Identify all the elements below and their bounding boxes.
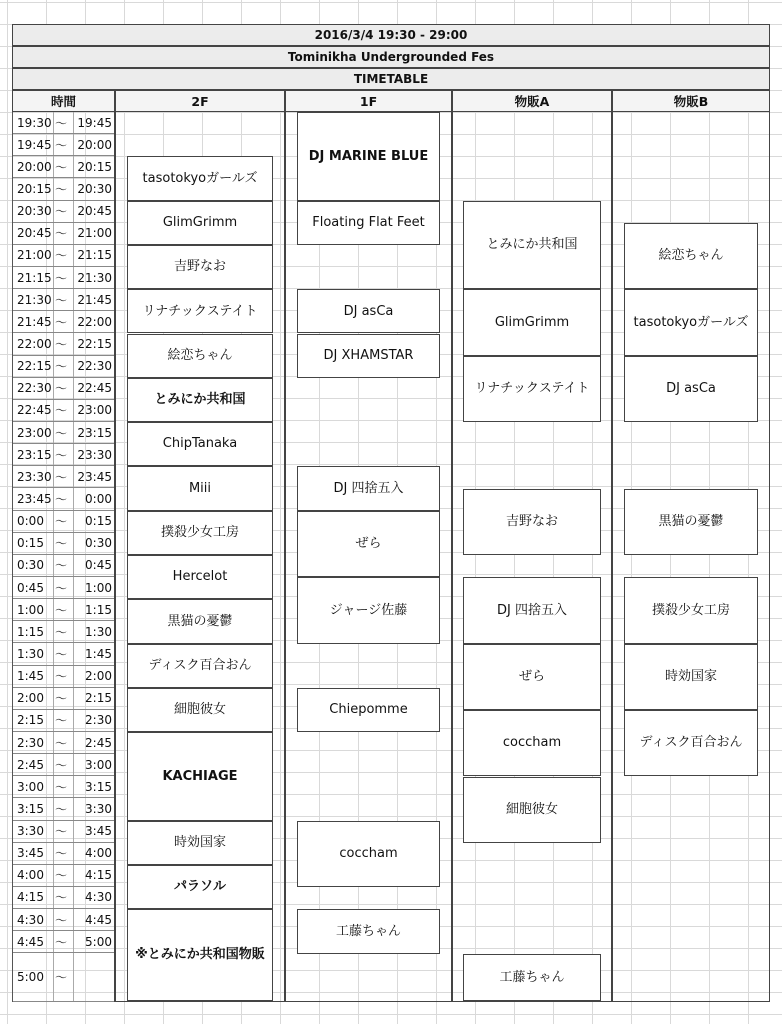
time-separator: 〜 (55, 381, 68, 396)
time-separator: 〜 (55, 558, 68, 573)
time-separator: 〜 (55, 403, 68, 418)
time-start: 1:30 (17, 646, 44, 661)
shop-a-slot: GlimGrimm (463, 289, 601, 355)
time-row (13, 356, 114, 378)
time-end: 20:45 (77, 204, 112, 219)
time-row (13, 555, 114, 577)
time-row (13, 245, 114, 267)
time-row (13, 311, 114, 333)
floor2-slot: とみにか共和国 (127, 378, 273, 422)
time-separator: 〜 (55, 802, 68, 817)
time-row (13, 798, 114, 820)
time-end: 21:00 (77, 226, 112, 241)
time-start: 1:00 (17, 602, 44, 617)
floor2-slot: 絵恋ちゃん (127, 334, 273, 378)
event-date-header: 2016/3/4 19:30 - 29:00 (12, 24, 770, 46)
time-start: 22:15 (17, 359, 52, 374)
time-start: 4:45 (17, 934, 44, 949)
time-end: 20:00 (77, 137, 112, 152)
time-separator: 〜 (55, 271, 68, 286)
time-end: 1:00 (85, 580, 112, 595)
time-row (13, 599, 114, 621)
floor2-slot: リナチックステイト (127, 289, 273, 333)
time-end: 22:15 (77, 336, 112, 351)
time-row (13, 112, 114, 134)
shop-b-slot: tasotokyoガールズ (624, 289, 758, 355)
time-row (13, 201, 114, 223)
time-separator: 〜 (55, 758, 68, 773)
time-end: 21:45 (77, 292, 112, 307)
time-end: 3:15 (85, 779, 112, 794)
time-end: 21:15 (77, 248, 112, 263)
time-end: 0:00 (85, 491, 112, 506)
shop-b-slot: 黒猫の憂鬱 (624, 489, 758, 555)
time-start: 19:45 (17, 137, 52, 152)
time-start: 20:30 (17, 204, 52, 219)
time-end: 2:00 (85, 669, 112, 684)
time-start: 4:00 (17, 868, 44, 883)
time-separator: 〜 (55, 736, 68, 750)
floor1-slot: ぜら (297, 511, 440, 577)
floor1-slot: DJ 四捨五入 (297, 466, 440, 510)
time-separator: 〜 (55, 448, 68, 463)
time-end: 22:00 (77, 314, 112, 329)
floor1-slot: Chiepomme (297, 688, 440, 732)
time-start: 20:45 (17, 226, 52, 241)
time-start: 0:30 (17, 558, 44, 573)
time-row (13, 776, 114, 798)
time-row (13, 289, 114, 311)
time-end: 4:00 (85, 846, 112, 861)
time-row (13, 754, 114, 776)
time-row (13, 378, 114, 400)
shop-b-slot: ディスク百合おん (624, 710, 758, 776)
shop-a-slot: リナチックステイト (463, 356, 601, 422)
time-row (13, 178, 114, 200)
time-end: 0:45 (85, 558, 112, 573)
time-separator: 〜 (55, 470, 68, 485)
time-separator: 〜 (55, 293, 68, 308)
column-header-shop-a: 物販A (452, 90, 612, 112)
time-separator: 〜 (55, 581, 68, 596)
time-row (13, 865, 114, 887)
time-end: 2:30 (85, 713, 112, 728)
time-start: 20:15 (17, 181, 52, 196)
shop-b-slot: 撲殺少女工房 (624, 577, 758, 643)
time-end: 20:30 (77, 181, 112, 196)
time-separator: 〜 (55, 160, 68, 175)
floor1-slot: DJ XHAMSTAR (297, 334, 440, 378)
time-separator: 〜 (55, 846, 68, 861)
column-header-shop-b: 物販B (612, 90, 770, 112)
time-end: 3:45 (85, 824, 112, 839)
time-start: 1:45 (17, 669, 44, 684)
shop-a-slot: ぜら (463, 644, 601, 710)
time-start: 3:00 (17, 779, 44, 794)
time-start: 4:15 (17, 890, 44, 905)
floor1-slot: Floating Flat Feet (297, 201, 440, 245)
time-end: 23:30 (77, 447, 112, 462)
time-row (13, 488, 114, 510)
time-start: 2:00 (17, 691, 44, 706)
shop-a-slot: 細胞彼女 (463, 777, 601, 843)
time-row (13, 621, 114, 643)
time-end: 1:15 (85, 602, 112, 617)
time-row (13, 400, 114, 422)
floor2-slot: Hercelot (127, 555, 273, 599)
time-separator: 〜 (55, 970, 68, 985)
floor2-slot: 吉野なお (127, 245, 273, 289)
column-header-1f: 1F (285, 90, 452, 112)
time-separator: 〜 (55, 182, 68, 197)
shop-b-slot: 絵恋ちゃん (624, 223, 758, 289)
time-end: 2:45 (85, 735, 112, 750)
time-separator: 〜 (55, 713, 68, 728)
time-separator: 〜 (55, 625, 68, 640)
time-row (13, 931, 114, 953)
time-end: 4:15 (85, 868, 112, 883)
floor2-slot: ※とみにか共和国物販 (127, 909, 273, 1001)
time-start: 4:30 (17, 912, 44, 927)
time-row (13, 732, 114, 754)
time-row (13, 134, 114, 156)
time-row (13, 909, 114, 931)
time-separator: 〜 (55, 935, 68, 950)
time-row (13, 887, 114, 909)
time-row (13, 156, 114, 178)
time-start: 23:30 (17, 469, 52, 484)
floor2-slot: Miii (127, 466, 273, 510)
shop-a-slot: DJ 四捨五入 (463, 577, 601, 643)
time-end: 5:00 (85, 934, 112, 949)
floor1-slot: coccham (297, 821, 440, 887)
time-row (13, 466, 114, 488)
time-row (13, 333, 114, 355)
time-start: 2:30 (17, 735, 44, 750)
time-row (13, 643, 114, 665)
time-separator: 〜 (55, 603, 68, 618)
time-separator: 〜 (55, 116, 68, 131)
time-row (13, 710, 114, 732)
time-start: 3:45 (17, 846, 44, 861)
floor2-slot: 黒猫の憂鬱 (127, 599, 273, 643)
time-end: 19:45 (77, 115, 112, 130)
time-start: 22:00 (17, 336, 52, 351)
time-separator: 〜 (55, 426, 68, 441)
time-separator: 〜 (55, 248, 68, 263)
time-separator: 〜 (55, 226, 68, 241)
time-separator: 〜 (55, 669, 68, 684)
time-row (13, 577, 114, 599)
event-name-header: Tominikha Undergrounded Fes (12, 46, 770, 68)
time-separator: 〜 (55, 824, 68, 839)
timetable-title: TIMETABLE (12, 68, 770, 90)
floor2-slot: GlimGrimm (127, 201, 273, 245)
time-end: 22:30 (77, 359, 112, 374)
time-separator: 〜 (55, 138, 68, 153)
time-separator: 〜 (55, 315, 68, 330)
time-start: 0:45 (17, 580, 44, 595)
time-start: 22:45 (17, 403, 52, 418)
time-start: 21:00 (17, 248, 52, 263)
time-end: 1:30 (85, 624, 112, 639)
time-end: 1:45 (85, 646, 112, 661)
floor2-slot: ChipTanaka (127, 422, 273, 466)
time-end: 4:45 (85, 912, 112, 927)
time-row (13, 666, 114, 688)
time-row (13, 267, 114, 289)
floor1-slot: ジャージ佐藤 (297, 577, 440, 643)
time-separator: 〜 (55, 780, 68, 795)
time-separator: 〜 (55, 359, 68, 374)
time-separator: 〜 (55, 204, 68, 219)
time-row (13, 843, 114, 865)
time-row (13, 953, 114, 1002)
time-end: 4:30 (85, 890, 112, 905)
time-start: 0:00 (17, 514, 44, 529)
time-start: 20:00 (17, 159, 52, 174)
shop-a-slot: 吉野なお (463, 489, 601, 555)
time-separator: 〜 (55, 868, 68, 883)
time-row (13, 444, 114, 466)
time-start: 23:45 (17, 491, 52, 506)
time-end: 23:15 (77, 425, 112, 440)
time-row (13, 422, 114, 444)
time-end: 3:00 (85, 757, 112, 772)
shop-a-slot: 工藤ちゃん (463, 954, 601, 1001)
floor2-slot: tasotokyoガールズ (127, 156, 273, 200)
time-start: 2:15 (17, 713, 44, 728)
time-separator: 〜 (55, 890, 68, 905)
shop-a-slot: coccham (463, 710, 601, 776)
time-separator: 〜 (55, 536, 68, 551)
time-end: 21:30 (77, 270, 112, 285)
time-separator: 〜 (55, 647, 68, 662)
time-start: 23:15 (17, 447, 52, 462)
floor2-slot: 細胞彼女 (127, 688, 273, 732)
column-header-2f: 2F (115, 90, 285, 112)
time-end: 2:15 (85, 691, 112, 706)
floor2-slot: 時効国家 (127, 821, 273, 865)
time-row (13, 821, 114, 843)
time-end: 0:15 (85, 514, 112, 529)
time-start: 21:30 (17, 292, 52, 307)
time-start: 21:45 (17, 314, 52, 329)
time-slot-list (12, 112, 114, 1002)
time-end: 22:45 (77, 381, 112, 396)
shop-b-slot: 時効国家 (624, 644, 758, 710)
time-start: 1:15 (17, 624, 44, 639)
time-separator: 〜 (55, 691, 68, 706)
time-end: 3:30 (85, 801, 112, 816)
time-end: 0:30 (85, 536, 112, 551)
time-row (13, 533, 114, 555)
floor1-slot: DJ MARINE BLUE (297, 112, 440, 201)
time-start: 23:00 (17, 425, 52, 440)
time-row (13, 688, 114, 710)
floor2-slot: ディスク百合おん (127, 644, 273, 688)
floor1-slot: 工藤ちゃん (297, 909, 440, 953)
time-start: 21:15 (17, 270, 52, 285)
time-start: 5:00 (17, 970, 44, 985)
time-start: 2:45 (17, 757, 44, 772)
time-start: 22:30 (17, 381, 52, 396)
shop-a-slot: とみにか共和国 (463, 201, 601, 290)
time-end: 20:15 (77, 159, 112, 174)
time-start: 3:15 (17, 801, 44, 816)
time-row (13, 223, 114, 245)
time-separator: 〜 (55, 337, 68, 352)
time-start: 3:30 (17, 824, 44, 839)
time-start: 19:30 (17, 115, 52, 130)
time-start: 0:15 (17, 536, 44, 551)
time-separator: 〜 (55, 913, 68, 928)
floor2-slot: 撲殺少女工房 (127, 511, 273, 555)
floor2-slot: パラソル (127, 865, 273, 909)
time-end: 23:00 (77, 403, 112, 418)
time-end: 23:45 (77, 469, 112, 484)
time-separator: 〜 (55, 514, 68, 529)
time-row (13, 511, 114, 533)
shop-b-slot: DJ asCa (624, 356, 758, 422)
time-separator: 〜 (55, 492, 68, 507)
column-header-time: 時間 (12, 90, 115, 112)
floor2-slot: KACHIAGE (127, 732, 273, 821)
floor1-slot: DJ asCa (297, 289, 440, 333)
